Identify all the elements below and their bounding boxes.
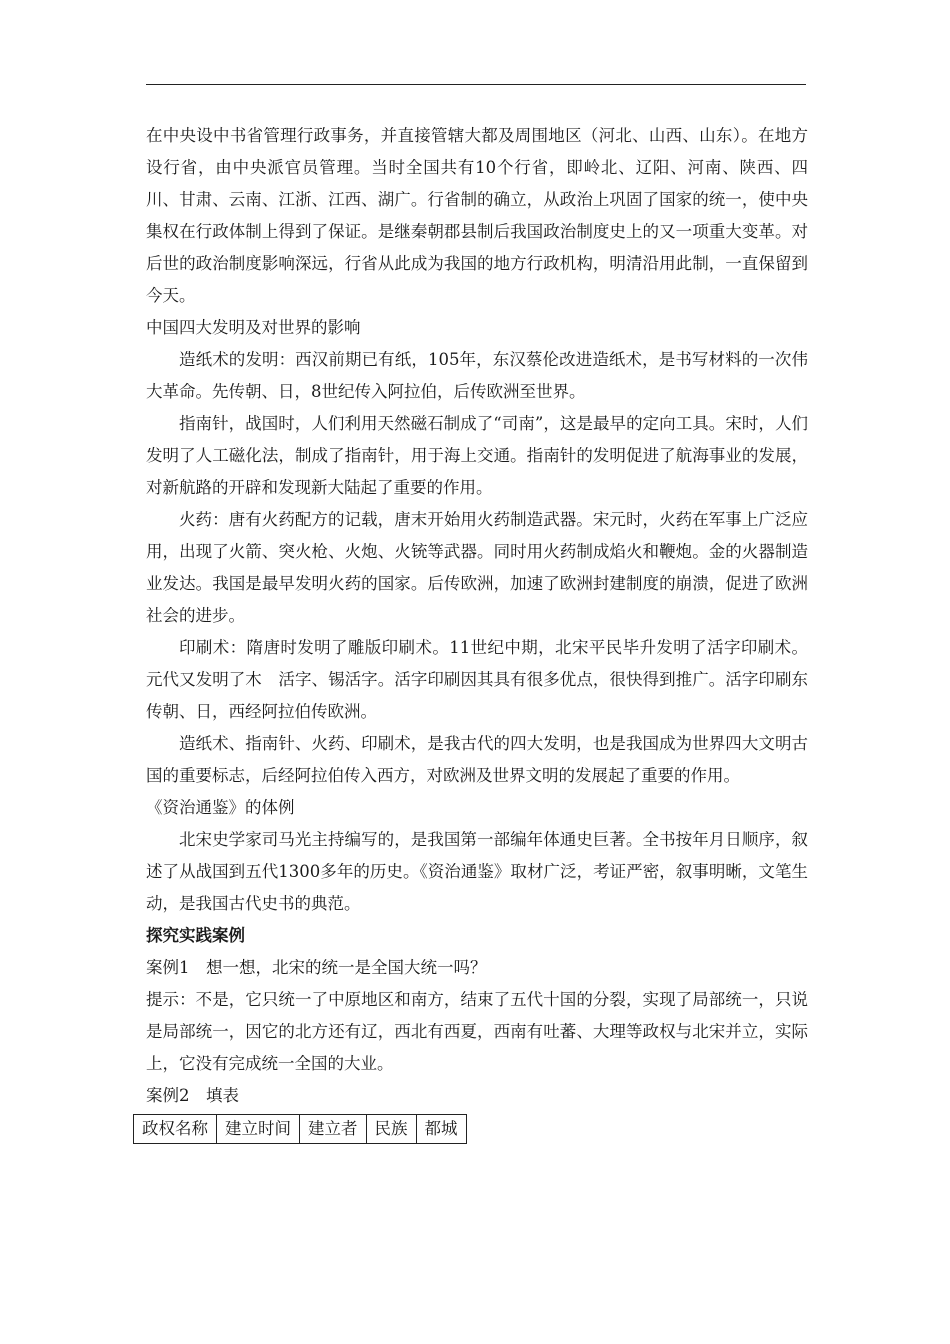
paragraph-province-system: 在中央设中书省管理行政事务，并直接管辖大都及周围地区（河北、山西、山东）。在地方设行省，由中央派官员管理。当时全国共有10个行省，即岭北、辽阳、河南、陕西、四川、甘肃、云南、江浙、江西、湖广。行省制的确立，从政治上巩固了国家的统一，使中央集权在行政体制上得到了保证。是继秦朝郡县制后我国政治制度史上的又一项重大变革。对后世的政治制度影响深远，行省从此成为我国的地方行政机构，明清沿用此制，一直保留到今天。 [146,126,808,305]
case-1-hint: 提示：不是，它只统一了中原地区和南方，结束了五代十国的分裂，实现了局部统一，只说是局部统一，因它的北方还有辽，西北有西夏，西南有吐蕃、大理等政权与北宋并立，实际上，它没有完成统一全国的大业。 [146,990,808,1073]
table-header-cell: 建立者 [300,1115,367,1144]
document-body [142,120,808,1144]
case-2-title: 案例2 填表 [146,1086,239,1105]
table-header-row [134,1115,467,1144]
table-header-cell: 建立时间 [217,1115,300,1144]
paragraph-zizhi-tongjian: 北宋史学家司马光主持编写的，是我国第一部编年体通史巨著。全书按年月日顺序，叙述了从战国到五代1300多年的历史。《资治通鉴》取材广泛，考证严密，叙事明晰，文笔生动，是我国古代史书的典范。 [146,830,808,913]
table-header-cell: 都城 [416,1115,466,1144]
paragraph-printing: 印刷术：隋唐时发明了雕版印刷术。11世纪中期，北宋平民毕升发明了活字印刷术。元代又发明了木 活字、锡活字。活字印刷因其具有很多优点，很快得到推广。活字印刷东传朝、日，西经阿拉伯传欧洲。 [146,638,808,721]
paragraph-compass: 指南针，战国时，人们利用天然磁石制成了“司南”，这是最早的定向工具。宋时，人们发明了人工磁化法，制成了指南针，用于海上交通。指南针的发明促进了航海事业的发展，对新航路的开辟和发现新大陆起了重要的作用。 [146,414,808,497]
section-heading-zizhi-tongjian: 《资治通鉴》的体例 [146,798,295,817]
table-header-cell: 政权名称 [134,1115,217,1144]
paragraph-four-inventions-summary: 造纸术、指南针、火药、印刷术，是我古代的四大发明，也是我国成为世界四大文明古国的重要标志，后经阿拉伯传入西方，对欧洲及世界文明的发展起了重要的作用。 [146,734,808,785]
fill-in-table [133,1114,467,1144]
paragraph-gunpowder: 火药：唐有火药配方的记载，唐末开始用火药制造武器。宋元时，火药在军事上广泛应用，出现了火箭、突火枪、火炮、火铳等武器。同时用火药制成焰火和鞭炮。金的火器制造业发达。我国是最早发明火药的国家。后传欧洲，加速了欧洲封建制度的崩溃，促进了欧洲社会的进步。 [146,510,808,625]
table-header-cell: 民族 [366,1115,416,1144]
case-1-question: 案例1 想一想，北宋的统一是全国大统一吗？ [146,958,487,977]
section-heading-practice-cases: 探究实践案例 [146,926,245,945]
section-heading-four-inventions: 中国四大发明及对世界的影响 [146,318,361,337]
paragraph-papermaking: 造纸术的发明：西汉前期已有纸，105年，东汉蔡伦改进造纸术，是书写材料的一次伟大革命。先传朝、日，8世纪传入阿拉伯，后传欧洲至世界。 [146,350,808,401]
header-rule [146,84,806,85]
